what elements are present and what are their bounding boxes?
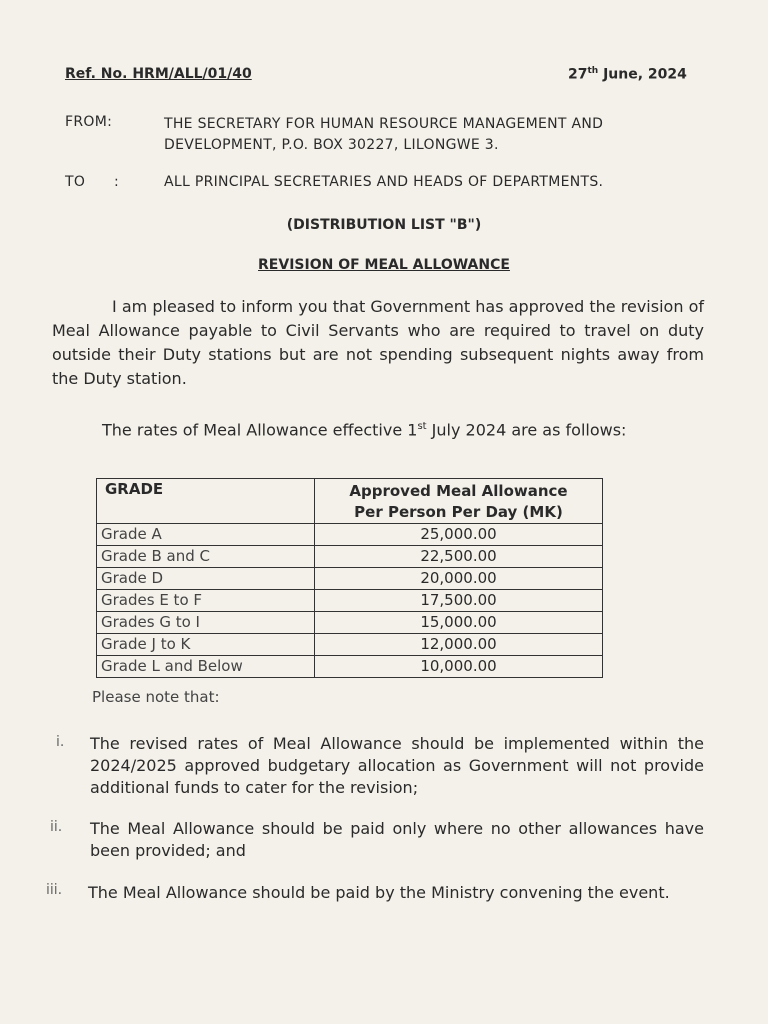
reference-number: Ref. No. HRM/ALL/01/40 [65,66,252,82]
table-row [97,634,603,656]
to-label: TO [65,174,86,190]
allowance-header-line1: Approved Meal Allowance [349,482,568,500]
table-row [97,546,603,568]
item-text: The revised rates of Meal Allowance should be implemented within the 2024/2025 approved budgetary allocation as Government will not provide additional funds to cater for the revision; [90,734,704,797]
amount-cell: 10,000.00 [315,656,603,678]
amount-cell: 25,000.00 [315,524,603,546]
amount-cell: 22,500.00 [315,546,603,568]
item-number: iii. [46,882,63,898]
intro-paragraph: I am pleased to inform you that Government has approved the revision of Meal Allowance payable to Civil Servants who are required to travel on duty outside their Duty stations but are not spending subsequent nights away from the Duty station. [52,297,704,388]
to-text: ALL PRINCIPAL SECRETARIES AND HEADS OF DEPARTMENTS. [164,174,604,190]
table-row [97,568,603,590]
allowance-column-header [315,479,603,524]
table-row [97,524,603,546]
note-heading: Please note that: [92,688,220,706]
grade-cell: Grade L and Below [97,656,315,678]
rates-paragraph-sup: st [417,421,427,432]
item-number: i. [56,734,65,750]
grade-cell: Grade D [97,568,315,590]
grade-column-header: GRADE [97,479,315,524]
date-suffix: th [587,66,599,76]
grade-cell: Grade J to K [97,634,315,656]
amount-cell: 17,500.00 [315,590,603,612]
to-colon: : [114,174,120,190]
letter-date [568,66,687,83]
grade-cell: Grades G to I [97,612,315,634]
amount-cell: 20,000.00 [315,568,603,590]
amount-cell: 15,000.00 [315,612,603,634]
meal-allowance-table [96,478,603,678]
allowance-header-line2: Per Person Per Day (MK) [354,503,563,521]
table-header-row [97,479,603,524]
date-day: 27 [568,66,588,83]
date-month-year: June, 2024 [598,66,687,83]
amount-cell: 12,000.00 [315,634,603,656]
grade-cell: Grade A [97,524,315,546]
grade-cell: Grades E to F [97,590,315,612]
grade-cell: Grade B and C [97,546,315,568]
item-text: The Meal Allowance should be paid only where no other allowances have been provided; and [90,819,704,860]
rates-paragraph [50,415,704,442]
table-row [97,612,603,634]
table-row [97,656,603,678]
letter-title: REVISION OF MEAL ALLOWANCE [258,257,510,273]
table-row [97,590,603,612]
rates-paragraph-start: The rates of Meal Allowance effective 1 [102,420,418,440]
item-number: ii. [50,819,63,835]
item-text: The Meal Allowance should be paid by the Ministry convening the event. [88,883,670,902]
rates-paragraph-end: July 2024 are as follows: [426,420,627,440]
from-text: THE SECRETARY FOR HUMAN RESOURCE MANAGEMENT AND DEVELOPMENT, P.O. BOX 30227, LILONGWE 3. [164,116,604,153]
distribution-list: (DISTRIBUTION LIST "B") [286,217,482,233]
from-label: FROM: [65,114,113,130]
